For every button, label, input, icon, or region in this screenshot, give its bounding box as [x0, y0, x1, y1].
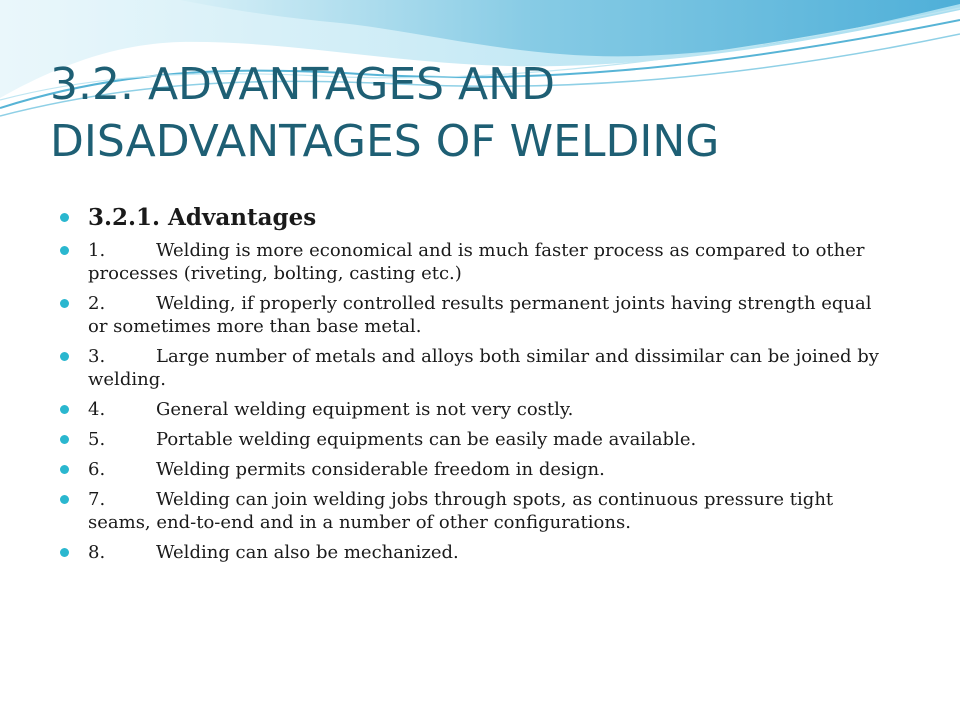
slide-title: [50, 56, 930, 170]
item-number: 5.: [88, 429, 106, 450]
item-number: 8.: [88, 542, 106, 563]
item-text: Welding can join welding jobs through spots, as continuous pressure tight seams, end-to-end and in a number of other configurations.: [88, 489, 834, 533]
item-text: Portable welding equipments can be easily made available.: [156, 429, 697, 450]
item-text: Welding is more economical and is much faster process as compared to other processes (riveting, bolting, casting etc.): [88, 240, 865, 284]
list-item: [60, 488, 890, 534]
item-number: 3.: [88, 346, 106, 367]
list-item: [60, 541, 890, 564]
list-item: [60, 398, 890, 421]
item-number: 7.: [88, 489, 106, 510]
slide-title-line-1: 3.2. ADVANTAGES AND: [50, 59, 555, 110]
slide-title-line-2: DISADVANTAGES OF WELDING: [50, 116, 720, 167]
item-text: Welding, if properly controlled results permanent joints having strength equal or sometimes more than base metal.: [88, 293, 872, 337]
list-item: [60, 292, 890, 338]
item-text: Large number of metals and alloys both similar and dissimilar can be joined by welding.: [88, 346, 879, 390]
item-number: 1.: [88, 240, 106, 261]
bullet-list: [60, 203, 890, 571]
list-item: [60, 428, 890, 451]
list-item: [60, 239, 890, 285]
item-text: Welding permits considerable freedom in design.: [156, 459, 605, 480]
list-item: [60, 458, 890, 481]
item-number: 4.: [88, 399, 106, 420]
item-text: General welding equipment is not very costly.: [156, 399, 574, 420]
item-number: 6.: [88, 459, 106, 480]
section-heading: 3.2.1. Advantages: [60, 203, 890, 233]
list-item: [60, 345, 890, 391]
item-text: Welding can also be mechanized.: [156, 542, 459, 563]
item-number: 2.: [88, 293, 106, 314]
